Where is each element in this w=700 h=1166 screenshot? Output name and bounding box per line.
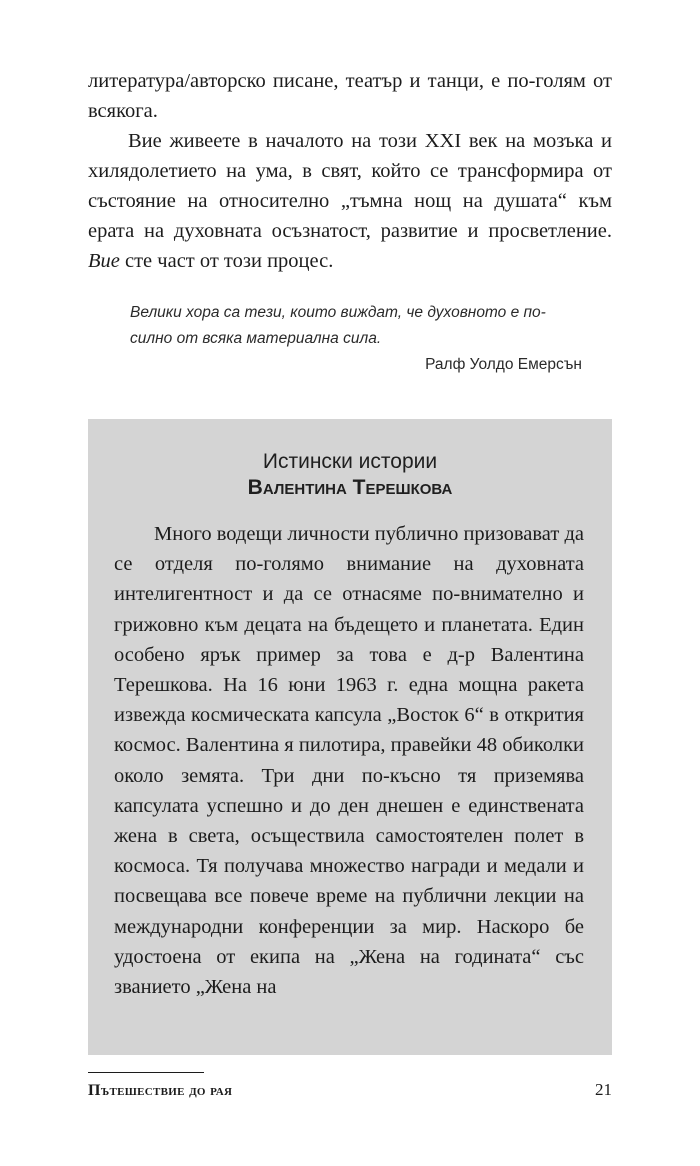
story-body: Много водещи личности публично призовават да се отделя по-голямо внимание на духовната интелигентност и да се отнасяме по-внимателно и грижовно към децата на бъдещето и планетата. Един особено ярък пример за това е д-р Валентина Терешкова. На 16 юни 1963 г. една мощна ракета извежда космическата капсула „Восток 6“ в открития космос. Валентина я пилотира, правейки 48 обиколки около земята. Три дни по-късно тя приземява капсулата успешно и до ден днешен е единствената жена в света, осъществила самостоятелен полет в космоса. Тя получава множество награди и медали и посвещава все повече време на публични лекции на международни конференции за мир. Наскоро бе удостоена от екипа на „Жена на годината“ със званието „Жена на (114, 523, 584, 999)
main-text (88, 66, 612, 276)
paragraph-21st-century (88, 126, 612, 276)
true-story-box (88, 419, 612, 1055)
paragraph-continuation: литература/авторско писане, театър и танци, е по-голям от всякога. (88, 70, 612, 122)
epigraph-author: Ралф Уолдо Емерсън (425, 356, 582, 373)
story-heading (88, 449, 612, 501)
paragraph-text-start: Вие живеете в началото на този XXI век на мозъка и хилядолетието на ума, в свят, който се трансформира от състояние на относително „тъмна нощ на душата“ към ерата на духовната осъзнатост, развитие и просветление. (88, 130, 612, 242)
paragraph-emphasis: Вие (88, 250, 120, 272)
story-title: Валентина Терешкова (247, 476, 453, 499)
page-number: 21 (595, 1080, 612, 1099)
running-footer-title: Пътешествие до рая (88, 1082, 233, 1099)
epigraph-quote: Велики хора са тези, които виждат, че духовното е по-силно от всяка материална сила. (130, 304, 546, 347)
paragraph-text-end: сте част от този процес. (119, 250, 334, 272)
footer-divider (88, 1072, 204, 1073)
story-kicker: Истински истории (262, 450, 438, 473)
